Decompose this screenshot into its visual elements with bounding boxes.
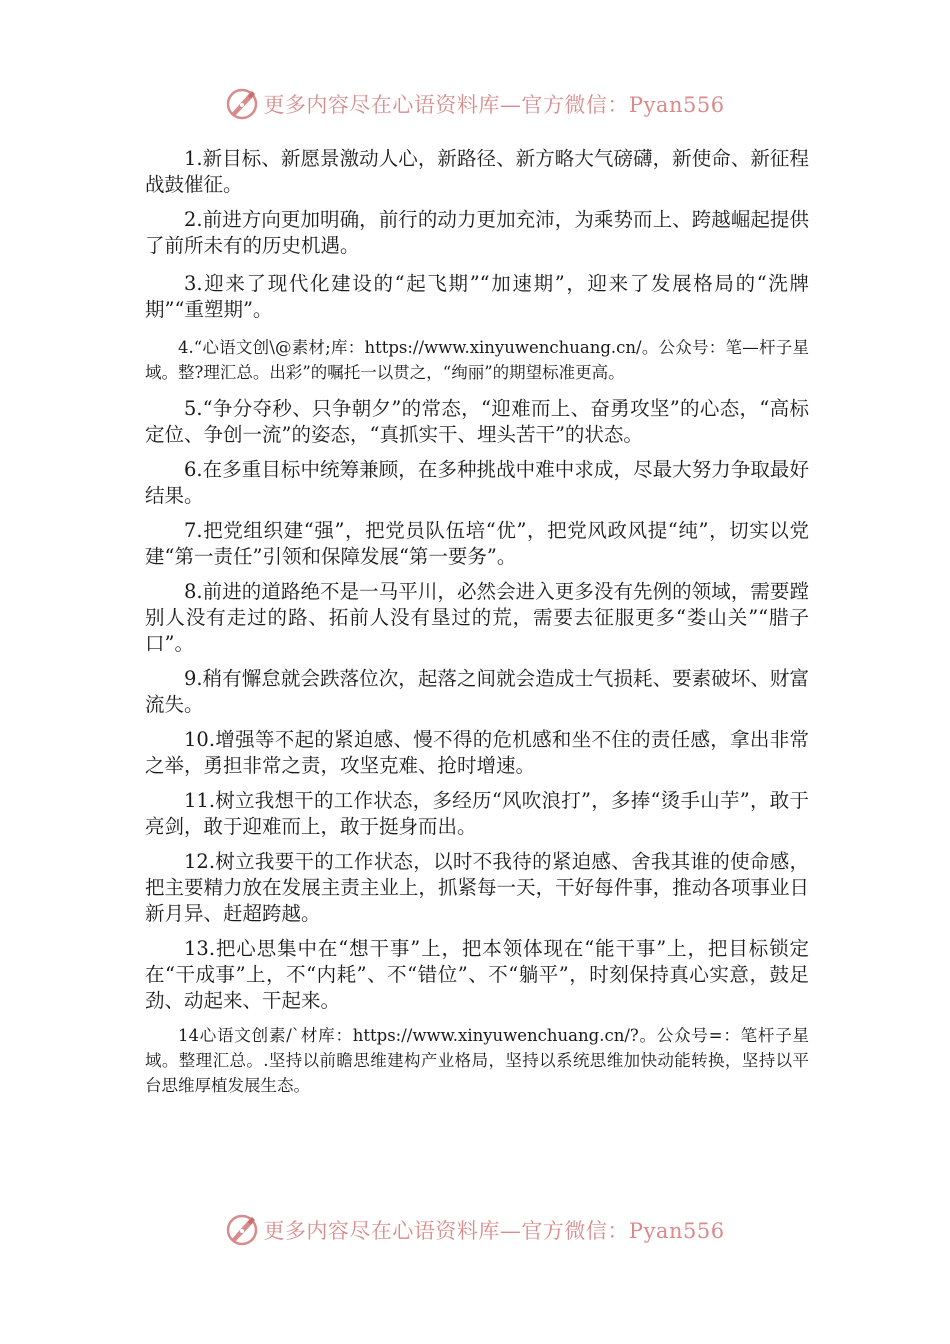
pen-logo-icon — [225, 87, 259, 121]
banner-text: 更多内容尽在心语资料库—官方微信：Pyan556 — [263, 93, 725, 117]
paragraph-8: 8.前进的道路绝不是一马平川，必然会进入更多没有先例的领域，需要蹚别人没有走过的路、拓前人没有垦过的荒，需要去征服更多“娄山关”“腊子口”。 — [145, 580, 809, 655]
paragraph-1: 1.新目标、新愿景激动人心，新路径、新方略大气磅礴，新使命、新征程战鼓催征。 — [145, 147, 809, 196]
paragraph-9: 9.稍有懈怠就会跌落位次，起落之间就会造成士气损耗、要素破坏、财富流失。 — [145, 667, 809, 716]
document-body — [145, 146, 809, 1109]
paragraph-3: 3.迎来了现代化建设的“起飞期”“加速期”，迎来了发展格局的“洗牌期”“重塑期”。 — [145, 272, 809, 321]
paragraph-4: 4.“心语文创\@素材;库：https://www.xinyuwenchuang.cn/。公众号：笔—杆子星域。整?理汇总。出彩”的嘱托一以贯之，“绚丽”的期望标准更高。 — [145, 338, 809, 382]
pen-logo-icon — [225, 1213, 259, 1247]
paragraph-6: 6.在多重目标中统筹兼顾，在多种挑战中难中求成，尽最大努力争取最好结果。 — [145, 458, 809, 507]
paragraph-5: 5.“争分夺秒、只争朝夕”的常态，“迎难而上、奋勇攻坚”的心态，“高标定位、争创一流”的姿态，“真抓实干、埋头苦干”的状态。 — [145, 397, 809, 446]
banner-text: 更多内容尽在心语资料库—官方微信：Pyan556 — [263, 1219, 725, 1243]
header-banner — [0, 84, 950, 124]
paragraph-11: 11.树立我想干的工作状态，多经历“风吹浪打”，多捧“烫手山芋”，敢于亮剑，敢于迎难而上，敢于挺身而出。 — [145, 789, 809, 838]
paragraph-7: 7.把党组织建“强”，把党员队伍培“优”，把党风政风提“纯”，切实以党建“第一责任”引领和保障发展“第一要务”。 — [145, 519, 809, 568]
paragraph-14: 14心语文创素/`材库：https://www.xinyuwenchuang.cn/?。公众号=：笔杆子星域。整理汇总。.坚持以前瞻思维建构产业格局，坚持以系统思维加快动能转换，坚持以平台思维厚植发展生态。 — [145, 1026, 809, 1095]
paragraph-12: 12.树立我要干的工作状态，以时不我待的紧迫感、舍我其谁的使命感，把主要精力放在发展主责主业上，抓紧每一天，干好每件事，推动各项事业日新月异、赶超跨越。 — [145, 850, 809, 925]
paragraph-2: 2.前进方向更加明确，前行的动力更加充沛，为乘势而上、跨越崛起提供了前所未有的历史机遇。 — [145, 208, 809, 257]
paragraph-13: 13.把心思集中在“想干事”上，把本领体现在“能干事”上，把目标锁定在“干成事”上，不“内耗”、不“错位”、不“躺平”，时刻保持真心实意，鼓足劲、动起来、干起来。 — [145, 937, 809, 1012]
paragraph-10: 10.增强等不起的紧迫感、慢不得的危机感和坐不住的责任感，拿出非常之举，勇担非常之责，攻坚克难、抢时增速。 — [145, 728, 809, 777]
footer-banner — [0, 1210, 950, 1250]
